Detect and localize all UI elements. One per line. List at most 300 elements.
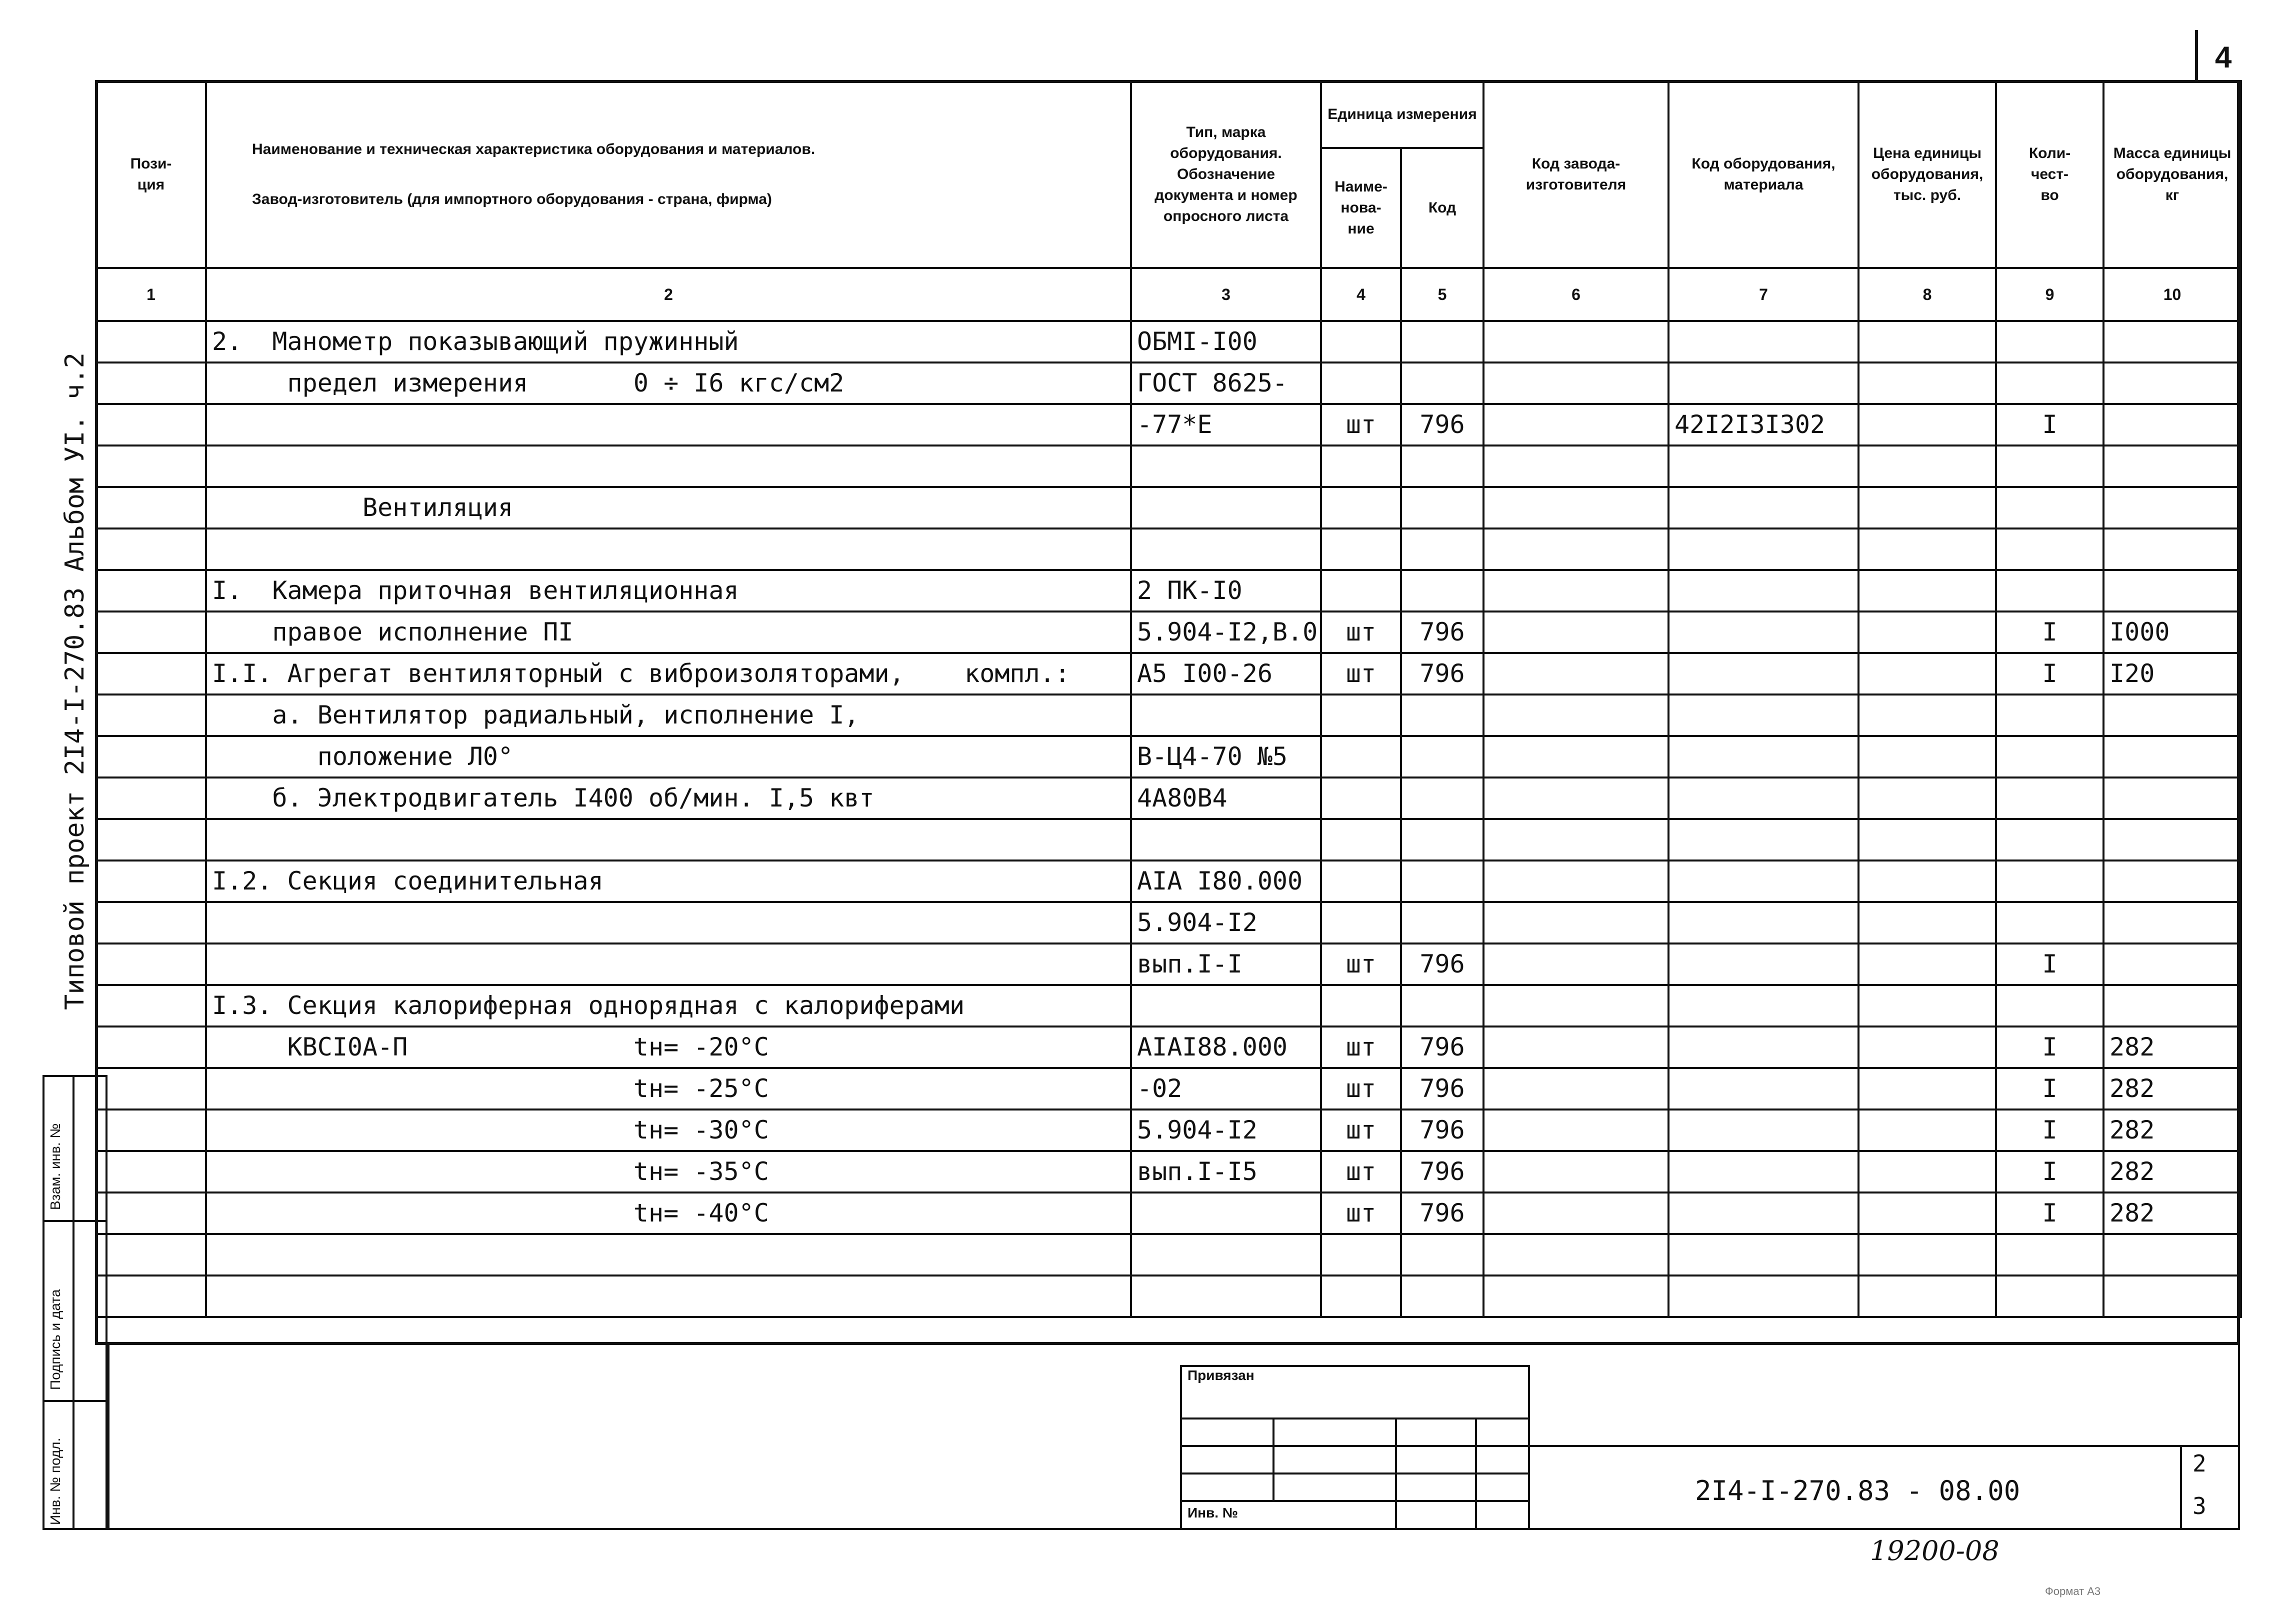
cell-factory <box>1484 902 1668 944</box>
cell-mass <box>2104 1276 2241 1317</box>
table-row <box>96 1234 2241 1276</box>
cell-price <box>1858 570 1996 612</box>
cell-unit <box>1321 446 1401 487</box>
cell-unit: шт <box>1321 1151 1401 1192</box>
cell-pos <box>96 1110 206 1151</box>
cell-code <box>1401 362 1484 404</box>
table-row <box>96 653 2241 694</box>
cell-name <box>206 902 1131 944</box>
cell-qty <box>1996 736 2104 778</box>
table-row <box>96 404 2241 446</box>
cell-factory <box>1484 1276 1668 1317</box>
cell-name: КВСI0А-П tн= -20°С <box>206 1026 1131 1068</box>
cell-pos <box>96 985 206 1026</box>
col-number: 3 <box>1131 268 1321 321</box>
cell-qty <box>1996 528 2104 570</box>
table-row <box>96 1110 2241 1151</box>
header-unit-name: Наиме- нова- ние <box>1321 148 1401 268</box>
cell-code <box>1401 446 1484 487</box>
cell-mass: 282 <box>2104 1151 2241 1192</box>
table-row <box>96 860 2241 902</box>
cell-price <box>1858 902 1996 944</box>
cell-factory <box>1484 653 1668 694</box>
cell-code <box>1401 1234 1484 1276</box>
cell-name <box>206 1234 1131 1276</box>
cell-factory <box>1484 1234 1668 1276</box>
cell-price <box>1858 985 1996 1026</box>
cell-mass <box>2104 694 2241 736</box>
cell-qty <box>1996 819 2104 860</box>
cell-price <box>1858 1276 1996 1317</box>
table-row <box>96 985 2241 1026</box>
stamp-divider <box>42 1220 108 1222</box>
cell-pos <box>96 694 206 736</box>
binding-inventory: Инв. № <box>1188 1505 1238 1520</box>
cell-price <box>1858 736 1996 778</box>
cell-factory <box>1484 1026 1668 1068</box>
cell-eqcode <box>1668 1151 1858 1192</box>
cell-code <box>1401 902 1484 944</box>
header-position: Пози- ция <box>96 81 206 268</box>
cell-name: I.3. Секция калориферная однорядная с калориферами <box>206 985 1131 1026</box>
cell-pos <box>96 612 206 653</box>
cell-price <box>1858 404 1996 446</box>
cell-type: АIА I80.000 <box>1131 860 1321 902</box>
binding-line <box>1180 1445 1530 1447</box>
cell-qty <box>1996 1276 2104 1317</box>
cell-pos <box>96 1192 206 1234</box>
cell-name: 2. Манометр показывающий пружинный <box>206 321 1131 362</box>
cell-price <box>1858 1234 1996 1276</box>
cell-qty: I <box>1996 1026 2104 1068</box>
cell-name <box>206 1276 1131 1317</box>
col-number: 7 <box>1668 268 1858 321</box>
cell-eqcode <box>1668 1192 1858 1234</box>
cell-pos <box>96 446 206 487</box>
cell-qty <box>1996 902 2104 944</box>
cell-type: 5.904-I2 <box>1131 902 1321 944</box>
cell-name: а. Вентилятор радиальный, исполнение I, <box>206 694 1131 736</box>
cell-type: ГОСТ 8625- <box>1131 362 1321 404</box>
cell-unit: шт <box>1321 404 1401 446</box>
cell-factory <box>1484 944 1668 985</box>
header-type: Тип, марка оборудования. Обозначение документа и номер опросного листа <box>1131 81 1321 268</box>
cell-name: tн= -40°С <box>206 1192 1131 1234</box>
sheet-box <box>2180 1445 2182 1530</box>
cell-code <box>1401 1276 1484 1317</box>
cell-pos <box>96 321 206 362</box>
binding-vline <box>1475 1418 1477 1530</box>
col-number: 6 <box>1484 268 1668 321</box>
table-row <box>96 1192 2241 1234</box>
cell-name <box>206 404 1131 446</box>
cell-name <box>206 819 1131 860</box>
cell-qty <box>1996 362 2104 404</box>
cell-qty: I <box>1996 1110 2104 1151</box>
cell-qty: I <box>1996 1192 2104 1234</box>
cell-eqcode <box>1668 570 1858 612</box>
cell-code <box>1401 694 1484 736</box>
cell-unit: шт <box>1321 1110 1401 1151</box>
binding-title: Привязан <box>1188 1368 1254 1383</box>
cell-factory <box>1484 1068 1668 1110</box>
cell-unit: шт <box>1321 944 1401 985</box>
cell-mass <box>2104 778 2241 819</box>
cell-eqcode <box>1668 446 1858 487</box>
cell-price <box>1858 944 1996 985</box>
cell-type: ОБМI-I00 <box>1131 321 1321 362</box>
cell-mass: 282 <box>2104 1192 2241 1234</box>
format-label: Формат А3 <box>2045 1585 2101 1598</box>
page-number-rule <box>2195 30 2198 80</box>
cell-code: 796 <box>1401 944 1484 985</box>
cell-unit <box>1321 694 1401 736</box>
cell-code: 796 <box>1401 1192 1484 1234</box>
cell-qty <box>1996 694 2104 736</box>
cell-pos <box>96 860 206 902</box>
cell-unit <box>1321 487 1401 528</box>
cell-qty: I <box>1996 1151 2104 1192</box>
cell-price <box>1858 819 1996 860</box>
cell-price <box>1858 1192 1996 1234</box>
binding-vline <box>1395 1418 1397 1530</box>
header-unit: Единица измерения <box>1321 81 1484 148</box>
cell-price <box>1858 446 1996 487</box>
cell-type <box>1131 446 1321 487</box>
cell-qty <box>1996 860 2104 902</box>
cell-unit <box>1321 1234 1401 1276</box>
cell-factory <box>1484 528 1668 570</box>
cell-price <box>1858 1068 1996 1110</box>
cell-pos <box>96 1276 206 1317</box>
cell-type: 5.904-I2 <box>1131 1110 1321 1151</box>
cell-type: 2 ПК-I0 <box>1131 570 1321 612</box>
binding-line <box>1180 1500 1530 1502</box>
cell-factory <box>1484 321 1668 362</box>
table-row <box>96 362 2241 404</box>
cell-pos <box>96 362 206 404</box>
cell-pos <box>96 736 206 778</box>
header-price: Цена единицы оборудования, тыс. руб. <box>1858 81 1996 268</box>
cell-mass <box>2104 446 2241 487</box>
cell-mass: I20 <box>2104 653 2241 694</box>
cell-name: Вентиляция <box>206 487 1131 528</box>
cell-pos <box>96 487 206 528</box>
cell-factory <box>1484 362 1668 404</box>
cell-price <box>1858 362 1996 404</box>
cell-code: 796 <box>1401 1110 1484 1151</box>
cell-unit <box>1321 902 1401 944</box>
cell-mass: 282 <box>2104 1110 2241 1151</box>
column-numbers-row <box>96 268 2241 321</box>
cell-eqcode <box>1668 362 1858 404</box>
cell-type: 4А80В4 <box>1131 778 1321 819</box>
cell-eqcode <box>1668 1068 1858 1110</box>
cell-type: АIАI88.000 <box>1131 1026 1321 1068</box>
cell-type: -02 <box>1131 1068 1321 1110</box>
cell-eqcode <box>1668 1234 1858 1276</box>
header-quantity: Коли- чест- во <box>1996 81 2104 268</box>
cell-pos <box>96 528 206 570</box>
cell-mass <box>2104 1234 2241 1276</box>
cell-eqcode <box>1668 321 1858 362</box>
cell-code: 796 <box>1401 1026 1484 1068</box>
cell-eqcode <box>1668 1026 1858 1068</box>
cell-qty <box>1996 321 2104 362</box>
cell-type <box>1131 694 1321 736</box>
table-row <box>96 819 2241 860</box>
table-row <box>96 446 2241 487</box>
cell-pos <box>96 902 206 944</box>
cell-type: А5 I00-26 <box>1131 653 1321 694</box>
cell-code <box>1401 736 1484 778</box>
table-row <box>96 1068 2241 1110</box>
cell-qty <box>1996 487 2104 528</box>
cell-code <box>1401 819 1484 860</box>
cell-unit <box>1321 570 1401 612</box>
cell-name: I.I. Агрегат вентиляторный с виброизоляторами, компл.: <box>206 653 1131 694</box>
binding-line <box>1180 1418 1530 1420</box>
cell-qty <box>1996 570 2104 612</box>
cell-name: tн= -25°С <box>206 1068 1131 1110</box>
sheet-number: 3 <box>2192 1492 2206 1520</box>
cell-mass <box>2104 819 2241 860</box>
stamp-divider <box>72 1075 74 1530</box>
cell-name: I.2. Секция соединительная <box>206 860 1131 902</box>
cell-unit: шт <box>1321 612 1401 653</box>
stamp-label-replace: Взам. инв. № <box>48 1123 63 1210</box>
col-number: 2 <box>206 268 1131 321</box>
cell-mass <box>2104 362 2241 404</box>
table-row <box>96 1276 2241 1317</box>
cell-qty <box>1996 1234 2104 1276</box>
table-row <box>96 778 2241 819</box>
cell-pos <box>96 570 206 612</box>
cell-factory <box>1484 612 1668 653</box>
specification-table <box>95 80 2242 1318</box>
cell-eqcode <box>1668 653 1858 694</box>
cell-pos <box>96 1068 206 1110</box>
col-number: 1 <box>96 268 206 321</box>
cell-name: правое исполнение ПI <box>206 612 1131 653</box>
cell-unit: шт <box>1321 1192 1401 1234</box>
cell-name: предел измерения 0 ÷ I6 кгс/см2 <box>206 362 1131 404</box>
table-body <box>96 321 2241 1317</box>
header-equipment-code: Код оборудования, материала <box>1668 81 1858 268</box>
table-row <box>96 612 2241 653</box>
table-row <box>96 694 2241 736</box>
cell-price <box>1858 321 1996 362</box>
cell-pos <box>96 778 206 819</box>
cell-mass <box>2104 736 2241 778</box>
cell-eqcode <box>1668 612 1858 653</box>
cell-eqcode <box>1668 902 1858 944</box>
cell-factory <box>1484 1110 1668 1151</box>
cell-code <box>1401 570 1484 612</box>
cell-unit <box>1321 985 1401 1026</box>
cell-eqcode <box>1668 1276 1858 1317</box>
cell-pos <box>96 404 206 446</box>
cell-qty <box>1996 446 2104 487</box>
cell-type <box>1131 1276 1321 1317</box>
table-row <box>96 736 2241 778</box>
cell-qty: I <box>1996 612 2104 653</box>
cell-pos <box>96 1234 206 1276</box>
cell-eqcode: 42I2I3I302 <box>1668 404 1858 446</box>
cell-name <box>206 528 1131 570</box>
cell-mass: 282 <box>2104 1026 2241 1068</box>
cell-code <box>1401 860 1484 902</box>
cell-price <box>1858 528 1996 570</box>
handwritten-number: 19200-08 <box>1870 1535 2000 1566</box>
cell-eqcode <box>1668 944 1858 985</box>
cell-mass <box>2104 528 2241 570</box>
col-number: 4 <box>1321 268 1401 321</box>
cell-unit <box>1321 819 1401 860</box>
table-row <box>96 321 2241 362</box>
cell-factory <box>1484 446 1668 487</box>
cell-code <box>1401 528 1484 570</box>
cell-type: В-Ц4-70 №5 <box>1131 736 1321 778</box>
cell-factory <box>1484 694 1668 736</box>
binding-vline <box>1272 1418 1274 1500</box>
cell-price <box>1858 612 1996 653</box>
cell-name: tн= -30°С <box>206 1110 1131 1151</box>
cell-unit <box>1321 321 1401 362</box>
cell-qty <box>1996 778 2104 819</box>
cell-code <box>1401 985 1484 1026</box>
cell-name: положение Л0° <box>206 736 1131 778</box>
stamp-label-inventory: Инв. № подл. <box>48 1438 63 1525</box>
cell-type <box>1131 528 1321 570</box>
cell-mass <box>2104 570 2241 612</box>
cell-eqcode <box>1668 778 1858 819</box>
cell-eqcode <box>1668 1110 1858 1151</box>
cell-unit <box>1321 860 1401 902</box>
sheet-number: 2 <box>2192 1450 2206 1477</box>
cell-price <box>1858 694 1996 736</box>
cell-mass <box>2104 404 2241 446</box>
table-row <box>96 1151 2241 1192</box>
cell-type: вып.I-I <box>1131 944 1321 985</box>
cell-eqcode <box>1668 736 1858 778</box>
cell-qty <box>1996 985 2104 1026</box>
cell-type <box>1131 985 1321 1026</box>
cell-factory <box>1484 860 1668 902</box>
side-project-title: Типовой проект 2I4-I-270.83 Альбом УI. ч.2 <box>60 352 90 1010</box>
cell-pos <box>96 819 206 860</box>
document-code: 2I4-I-270.83 - 08.00 <box>1695 1475 2020 1506</box>
cell-qty: I <box>1996 404 2104 446</box>
stamp-label-signature: Подпись и дата <box>48 1289 63 1390</box>
header-mass: Масса единицы оборудования, кг <box>2104 81 2241 268</box>
cell-unit: шт <box>1321 1068 1401 1110</box>
header-row-1 <box>96 81 2241 148</box>
cell-name: tн= -35°С <box>206 1151 1131 1192</box>
cell-mass <box>2104 902 2241 944</box>
cell-factory <box>1484 736 1668 778</box>
cell-mass: I000 <box>2104 612 2241 653</box>
cell-type: -77*Е <box>1131 404 1321 446</box>
table-row <box>96 944 2241 985</box>
cell-code: 796 <box>1401 1151 1484 1192</box>
cell-factory <box>1484 570 1668 612</box>
cell-qty: I <box>1996 1068 2104 1110</box>
cell-pos <box>96 1026 206 1068</box>
cell-unit <box>1321 778 1401 819</box>
cell-mass <box>2104 321 2241 362</box>
cell-eqcode <box>1668 694 1858 736</box>
col-number: 9 <box>1996 268 2104 321</box>
cell-mass <box>2104 487 2241 528</box>
binding-line <box>1180 1472 1530 1474</box>
table-row <box>96 902 2241 944</box>
cell-price <box>1858 653 1996 694</box>
cell-factory <box>1484 1192 1668 1234</box>
cell-code: 796 <box>1401 612 1484 653</box>
cell-price <box>1858 1110 1996 1151</box>
cell-code: 796 <box>1401 653 1484 694</box>
cell-price <box>1858 1151 1996 1192</box>
cell-price <box>1858 487 1996 528</box>
cell-qty: I <box>1996 944 2104 985</box>
cell-name: I. Камера приточная вентиляционная <box>206 570 1131 612</box>
cell-unit <box>1321 362 1401 404</box>
cell-qty: I <box>1996 653 2104 694</box>
cell-eqcode <box>1668 860 1858 902</box>
cell-factory <box>1484 1151 1668 1192</box>
cell-unit: шт <box>1321 1026 1401 1068</box>
cell-type: вып.I-I5 <box>1131 1151 1321 1192</box>
cell-name <box>206 944 1131 985</box>
table-row <box>96 528 2241 570</box>
cell-unit <box>1321 736 1401 778</box>
table-row <box>96 1026 2241 1068</box>
cell-code: 796 <box>1401 1068 1484 1110</box>
cell-pos <box>96 944 206 985</box>
cell-code <box>1401 487 1484 528</box>
cell-factory <box>1484 487 1668 528</box>
cell-eqcode <box>1668 985 1858 1026</box>
cell-type <box>1131 487 1321 528</box>
cell-eqcode <box>1668 487 1858 528</box>
doc-code-line <box>1530 1445 2240 1447</box>
cell-price <box>1858 860 1996 902</box>
cell-mass: 282 <box>2104 1068 2241 1110</box>
cell-code <box>1401 778 1484 819</box>
page-number: 4 <box>2215 40 2232 74</box>
table-row <box>96 570 2241 612</box>
header-name: Наименование и техническая характеристика оборудования и материалов. Завод-изготовитель (для импортного оборудования - страна, фирма) <box>206 81 1131 268</box>
cell-price <box>1858 1026 1996 1068</box>
cell-pos <box>96 653 206 694</box>
cell-unit: шт <box>1321 653 1401 694</box>
cell-type: 5.904-I2,В.0 <box>1131 612 1321 653</box>
cell-factory <box>1484 404 1668 446</box>
cell-pos <box>96 1151 206 1192</box>
cell-eqcode <box>1668 819 1858 860</box>
cell-type <box>1131 819 1321 860</box>
cell-factory <box>1484 985 1668 1026</box>
cell-mass <box>2104 860 2241 902</box>
cell-factory <box>1484 819 1668 860</box>
stamp-divider <box>42 1400 108 1402</box>
cell-price <box>1858 778 1996 819</box>
cell-code: 796 <box>1401 404 1484 446</box>
cell-mass <box>2104 944 2241 985</box>
col-number: 10 <box>2104 268 2241 321</box>
col-number: 8 <box>1858 268 1996 321</box>
